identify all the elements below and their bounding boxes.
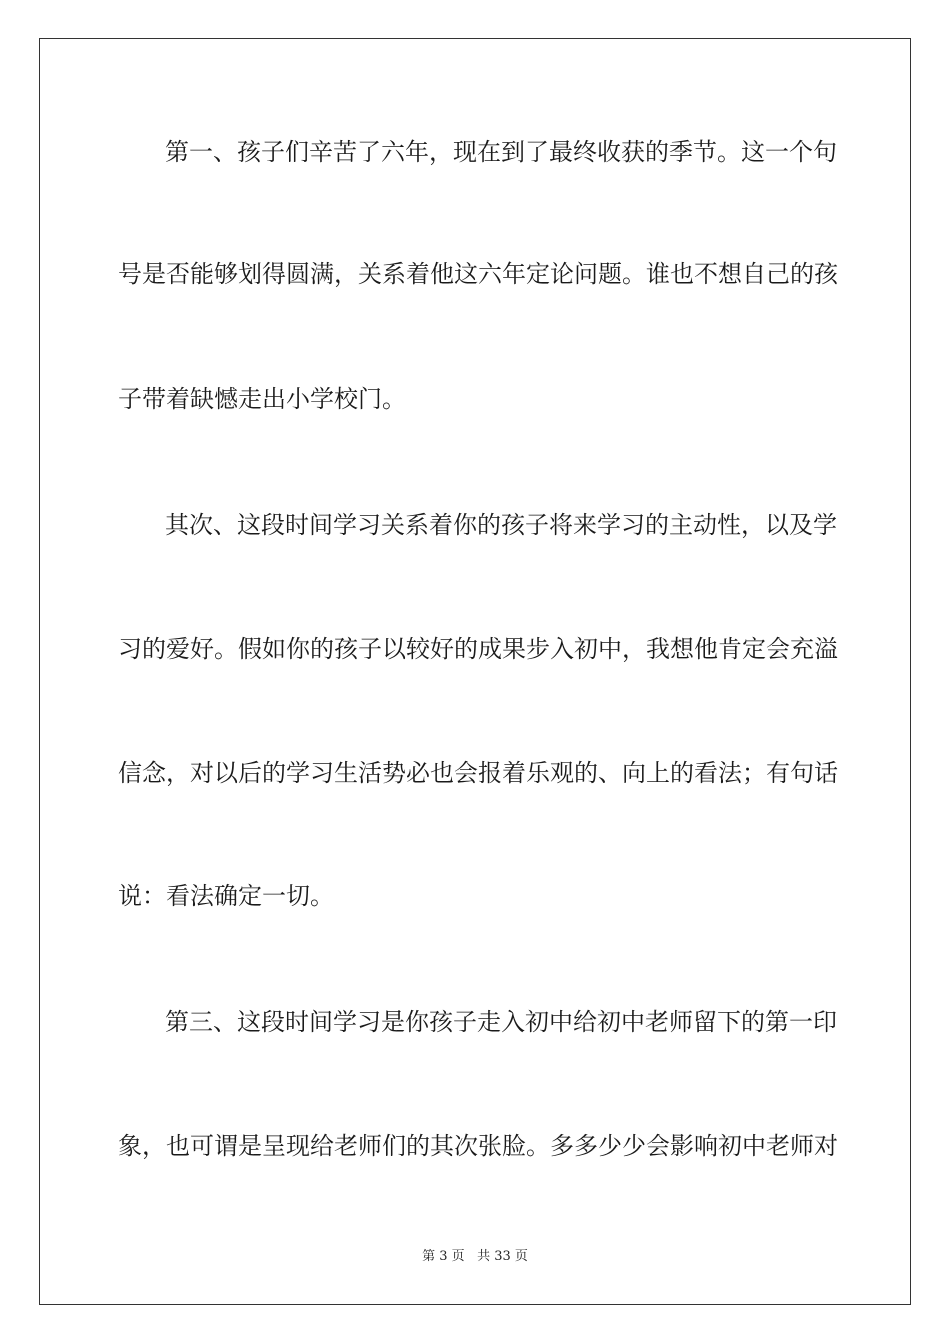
total-pages: 共 33 页 [477, 1249, 528, 1264]
paragraph-1-line-3: 子带着缺憾走出小学校门。 [118, 385, 406, 413]
page-number: 第 3 页 [422, 1249, 465, 1264]
paragraph-2-line-3: 信念，对以后的学习生活势必也会报着乐观的、向上的看法；有句话 [118, 759, 838, 787]
paragraph-2-line-1: 其次、这段时间学习关系着你的孩子将来学习的主动性，以及学 [165, 511, 837, 539]
page-footer [0, 1248, 950, 1266]
paragraph-2-line-4: 说：看法确定一切。 [118, 882, 334, 910]
paragraph-1-line-1: 第一、孩子们辛苦了六年，现在到了最终收获的季节。这一个句 [165, 138, 837, 166]
paragraph-3-line-2: 象，也可谓是呈现给老师们的其次张脸。多多少少会影响初中老师对 [118, 1132, 838, 1160]
paragraph-2-line-2: 习的爱好。假如你的孩子以较好的成果步入初中，我想他肯定会充溢 [118, 635, 838, 663]
paragraph-1-line-2: 号是否能够划得圆满，关系着他这六年定论问题。谁也不想自己的孩 [118, 260, 838, 288]
paragraph-3-line-1: 第三、这段时间学习是你孩子走入初中给初中老师留下的第一印 [165, 1008, 837, 1036]
page-frame [39, 38, 911, 1305]
